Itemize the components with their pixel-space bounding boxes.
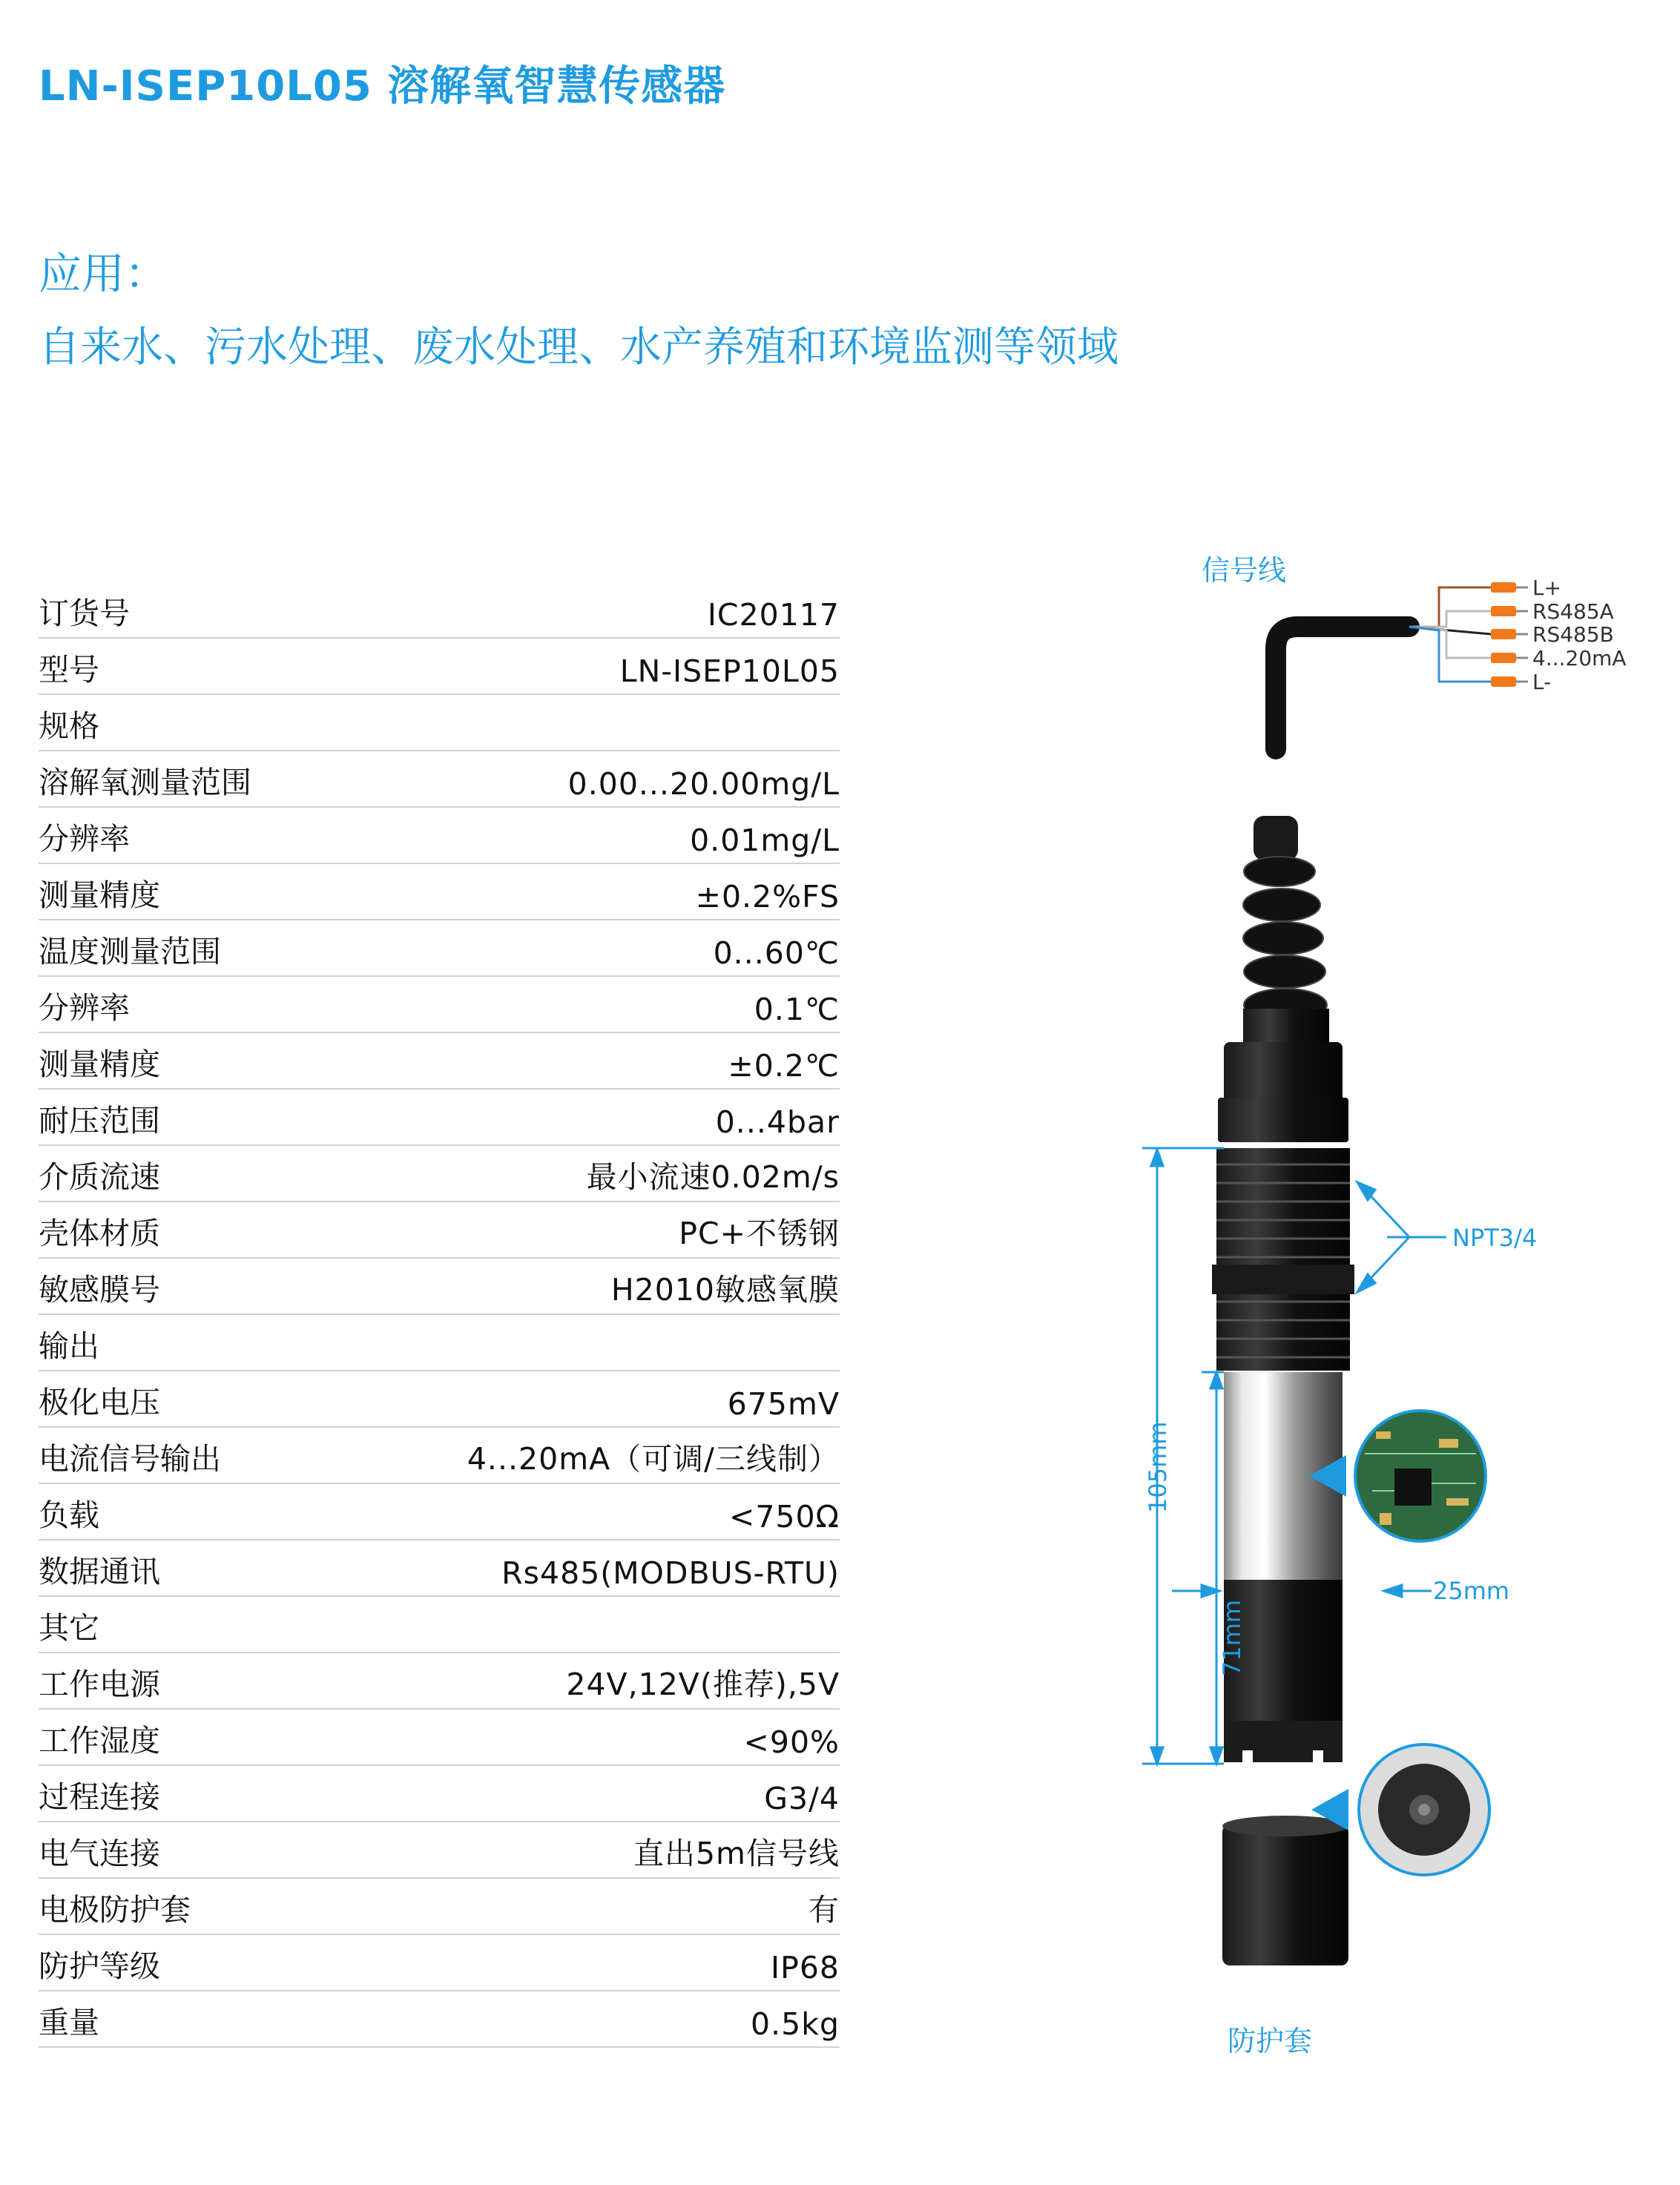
- cable: [1276, 627, 1409, 749]
- spec-label: 电流信号输出: [39, 1441, 221, 1477]
- spec-value: LN-ISEP10L05: [619, 653, 840, 689]
- spec-row: [39, 1259, 840, 1315]
- spec-row: [39, 1597, 840, 1653]
- spec-label: 测量精度: [39, 1047, 160, 1082]
- spec-row: [39, 1428, 840, 1484]
- spec-value: 24V,12V(推荐),5V: [566, 1667, 840, 1702]
- spec-label: 输出: [39, 1328, 99, 1364]
- spec-value: H2010敏感氧膜: [610, 1272, 840, 1308]
- spec-row: [39, 695, 840, 751]
- wire-l-minus: [1409, 627, 1491, 682]
- spec-label: 工作电源: [39, 1667, 160, 1702]
- spec-value: <750Ω: [729, 1499, 840, 1535]
- dim-25-label: 25mm: [1433, 1577, 1510, 1605]
- spec-label: 重量: [39, 2005, 99, 2040]
- spec-label: 规格: [39, 708, 99, 744]
- spec-label: 其它: [39, 1610, 99, 1646]
- spec-row: [39, 1371, 840, 1428]
- spec-value: 0...60℃: [713, 935, 840, 971]
- application-text: 自来水、污水处理、废水处理、水产养殖和环境监测等领域: [39, 323, 1119, 372]
- spec-label: 防护等级: [39, 1948, 160, 1984]
- spec-row: [39, 1991, 840, 2048]
- spec-label: 电极防护套: [39, 1892, 191, 1928]
- spec-row: [39, 1540, 840, 1597]
- spec-value: G3/4: [764, 1781, 840, 1816]
- spec-row: [39, 1935, 840, 1991]
- spec-row: [39, 639, 840, 695]
- gland-nut: [1218, 1098, 1348, 1142]
- spec-label: 电气连接: [39, 1836, 160, 1871]
- spec-label: 极化电压: [39, 1385, 160, 1420]
- spec-label: 型号: [39, 652, 99, 688]
- spec-label: 过程连接: [39, 1779, 160, 1815]
- wire-terminal: [1491, 676, 1516, 687]
- spec-value: 0.5kg: [751, 2006, 840, 2042]
- spec-value: IC20117: [707, 597, 840, 633]
- spec-row: [39, 1653, 840, 1710]
- wire-label: RS485B: [1532, 622, 1614, 647]
- spec-label: 分辨率: [39, 821, 130, 857]
- spec-row: [39, 1033, 840, 1090]
- wire-terminal: [1491, 606, 1516, 616]
- signal-wire-label: 信号线: [1202, 554, 1287, 587]
- spec-value: 最小流速0.02m/s: [586, 1159, 840, 1195]
- spec-label: 分辨率: [39, 990, 130, 1026]
- spec-row: [39, 1822, 840, 1879]
- spec-label: 测量精度: [39, 877, 160, 913]
- spec-row: [39, 864, 840, 920]
- spec-value: 0...4bar: [715, 1104, 840, 1140]
- spec-row: [39, 1879, 840, 1935]
- spec-value: ±0.2%FS: [695, 879, 840, 914]
- spec-row: [39, 1484, 840, 1540]
- protective-cap: [1222, 1816, 1348, 1965]
- spec-label: 负载: [39, 1497, 99, 1533]
- spec-row: [39, 920, 840, 977]
- sensor-diagram: [875, 519, 1680, 2182]
- sensor-diagram-svg: [875, 519, 1680, 2182]
- spec-value: Rs485(MODBUS-RTU): [501, 1555, 840, 1591]
- spec-value: PC+不锈钢: [679, 1216, 840, 1251]
- spec-value: 0.01mg/L: [690, 823, 840, 858]
- spec-label: 介质流速: [39, 1159, 160, 1195]
- spec-value: 4...20mA（可调/三线制）: [467, 1441, 840, 1477]
- spec-row: [39, 1090, 840, 1146]
- cap-label: 防护套: [1228, 2025, 1313, 2057]
- dim-71: [1202, 1372, 1224, 1764]
- spec-label: 耐压范围: [39, 1103, 160, 1138]
- wire-label: L+: [1532, 576, 1562, 600]
- wire-label: 4...20mA: [1532, 646, 1627, 670]
- spec-label: 工作湿度: [39, 1723, 160, 1759]
- spec-row: [39, 1146, 840, 1202]
- spec-row: [39, 1315, 840, 1371]
- page-title: LN-ISEP10L05 溶解氧智慧传感器: [39, 62, 726, 111]
- spec-row: [39, 1202, 840, 1259]
- spec-row: [39, 1766, 840, 1822]
- spec-label: 订货号: [39, 596, 130, 631]
- wire-terminal: [1491, 629, 1516, 639]
- wire-terminal: [1491, 653, 1516, 663]
- npt-callout: [1357, 1182, 1446, 1292]
- spec-value: ±0.2℃: [728, 1048, 840, 1084]
- dim-105-label: 105mm: [1144, 1421, 1172, 1513]
- wire-label: RS485A: [1532, 599, 1614, 624]
- spec-value: IP68: [771, 1950, 840, 1985]
- spec-row: [39, 977, 840, 1033]
- wire-rs485a: [1409, 611, 1491, 627]
- spec-value: 0.00...20.00mg/L: [567, 766, 840, 802]
- spec-label: 数据通讯: [39, 1554, 160, 1589]
- spec-table: [39, 582, 840, 2048]
- spec-label: 溶解氧测量范围: [39, 765, 251, 800]
- spec-row: [39, 1710, 840, 1766]
- dim-71-label: 71mm: [1218, 1599, 1246, 1676]
- spec-label: 壳体材质: [39, 1216, 160, 1251]
- spec-row: [39, 751, 840, 808]
- strain-relief: [1243, 816, 1329, 1046]
- spec-value: <90%: [743, 1724, 840, 1760]
- wire-label: L-: [1532, 670, 1552, 694]
- spec-value: 675mV: [727, 1386, 840, 1422]
- spec-value: 直出5m信号线: [633, 1836, 840, 1871]
- wire-l-plus: [1409, 587, 1491, 627]
- wire-bundle: [1409, 576, 1627, 694]
- wire-terminal: [1491, 582, 1516, 593]
- spec-row: [39, 808, 840, 864]
- spec-value: 有: [808, 1892, 840, 1928]
- spec-row: [39, 582, 840, 639]
- spec-value: 0.1℃: [754, 992, 840, 1027]
- spec-label: 敏感膜号: [39, 1272, 160, 1308]
- spec-label: 温度测量范围: [39, 934, 221, 969]
- npt-label: NPT3/4: [1452, 1224, 1538, 1252]
- application-label: 应用：: [39, 248, 168, 299]
- thread-section: [1212, 1148, 1354, 1371]
